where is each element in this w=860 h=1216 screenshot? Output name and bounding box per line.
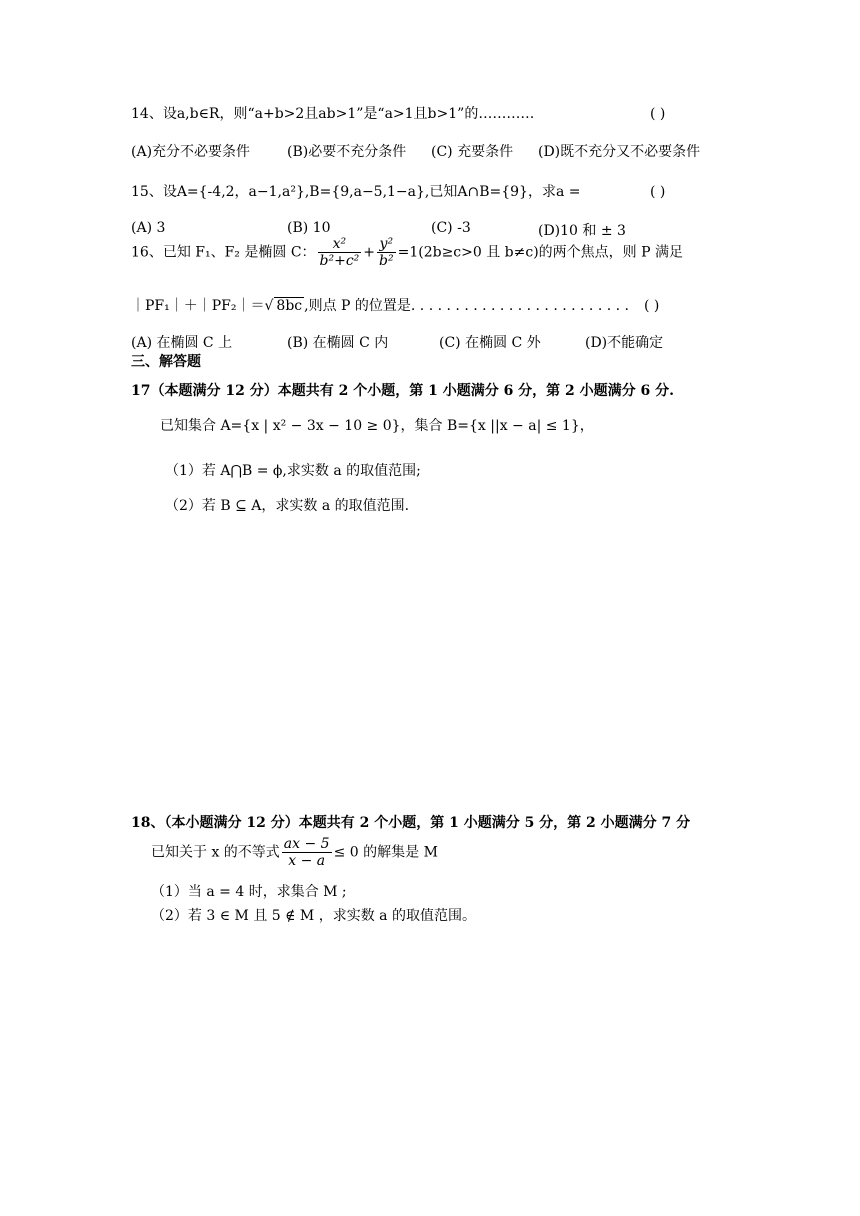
q18-fraction-denominator: x − a (288, 853, 326, 870)
q15-option-b: (B) 10 (287, 220, 331, 236)
q14-stem: 14、设a,b∈R，则“a+b>2且ab>1”是“a>1且b>1”的………… (131, 106, 535, 122)
q14-option-b: (B)必要不充分条件 (287, 144, 407, 160)
q18-fraction (282, 836, 332, 869)
q17-part-1: （1）若 A⋂B = ϕ,求实数 a 的取值范围; (165, 463, 421, 479)
q14-option-c: (C) 充要条件 (431, 144, 514, 160)
q16-option-d: (D)不能确定 (585, 335, 664, 351)
q16-fraction-y-numerator: y² (377, 236, 396, 253)
q18-given-post: ≤ 0 的解集是 M (333, 844, 438, 861)
q15-stem: 15、设A={-4,2，a−1,a²},B={9,a−5,1−a},已知A∩B={9}，求a = (131, 184, 581, 200)
q16-fraction-y (377, 236, 396, 269)
q17-header: 17（本题满分 12 分）本题共有 2 个小题，第 1 小题满分 6 分，第 2 小题满分 6 分. (131, 383, 675, 399)
q18-given-pre: 已知关于 x 的不等式 (151, 844, 280, 861)
q18-part-2: （2）若 3 ∈ M 且 5 ∉ M ，求实数 a 的取值范围。 (151, 908, 476, 924)
q14-answer-paren: ( ) (650, 106, 666, 122)
q16-sqrt-argument: 8bc (276, 298, 303, 314)
section-title: 三、解答题 (131, 354, 201, 370)
q16-fraction-x-numerator: x² (318, 236, 362, 253)
q16-stem-pre: 16、已知 F₁、F₂ 是椭圆 C： (131, 244, 316, 261)
q18-part-1: （1）当 a = 4 时，求集合 M ; (151, 884, 347, 900)
q14-option-a: (A)充分不必要条件 (131, 144, 251, 160)
sqrt-icon: √ (264, 298, 274, 314)
q18-given (151, 836, 438, 869)
q16-plus: + (363, 244, 376, 261)
q17-part-2: （2）若 B ⊆ A，求实数 a 的取值范围. (165, 498, 410, 514)
q16-condition-post: ,则点 P 的位置是. . . . . . . . . . . . . . . . . . . . . . . . . (304, 298, 629, 314)
q16-condition-pre: ｜PF₁｜＋｜PF₂｜＝ (131, 298, 265, 314)
q16-fraction-x (318, 236, 362, 269)
q16-stem (131, 236, 683, 269)
q18-header: 18、（本小题满分 12 分）本题共有 2 个小题，第 1 小题满分 5 分，第 2 小题满分 7 分 (131, 815, 691, 831)
q16-condition (131, 297, 629, 315)
q16-fraction-x-denominator: b²+c² (319, 253, 360, 270)
q17-given: 已知集合 A={x | x² − 3x − 10 ≥ 0}，集合 B={x ||x − a| ≤ 1}， (160, 418, 594, 434)
q16-option-b: (B) 在椭圆 C 内 (287, 335, 389, 351)
q16-fraction-y-denominator: b² (379, 253, 394, 270)
q15-option-d: (D)10 和 ± 3 (538, 223, 626, 239)
q18-fraction-numerator: ax − 5 (283, 836, 330, 852)
q16-option-c: (C) 在椭圆 C 外 (439, 335, 541, 351)
q16-answer-paren: ( ) (644, 298, 660, 314)
q16-stem-post: =1(2b≥c>0 且 b≠c)的两个焦点，则 P 满足 (397, 244, 684, 261)
q15-answer-paren: ( ) (650, 184, 666, 200)
q15-option-a: (A) 3 (131, 220, 166, 236)
q16-option-a: (A) 在椭圆 C 上 (131, 335, 233, 351)
q14-option-d: (D)既不充分又不必要条件 (538, 144, 701, 160)
q15-option-c: (C) -3 (431, 220, 471, 236)
